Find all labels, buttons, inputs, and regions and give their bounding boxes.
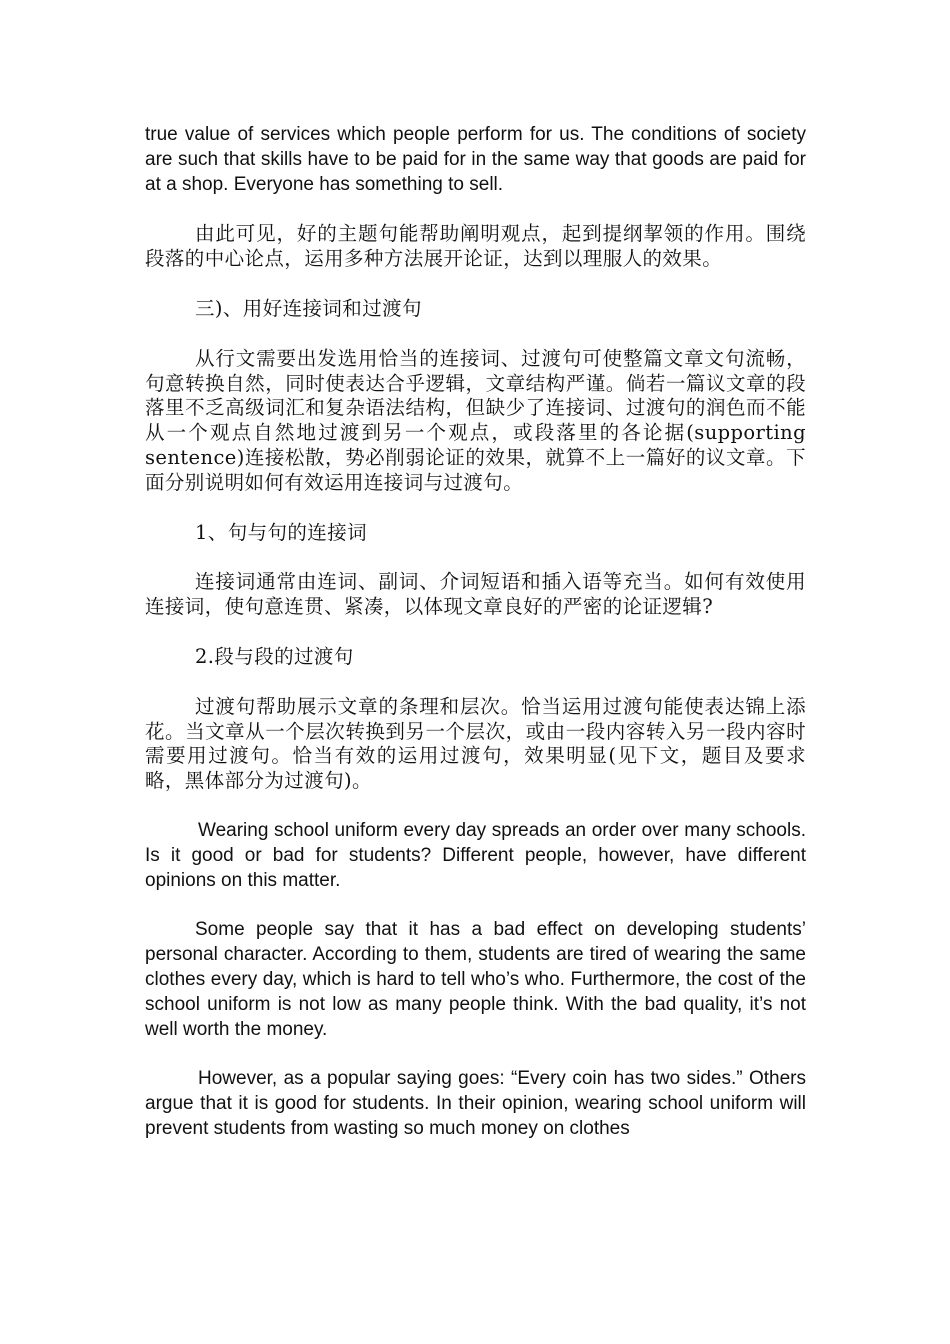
paragraph-connectives-intro: 从行文需要出发选用恰当的连接词、过渡句可使整篇文章文句流畅，句意转换自然，同时使表达合乎逻辑，文章结构严谨。倘若一篇议文章的段落里不乏高级词汇和复杂语法结构，但缺少了连接词、过渡句的润色而不能从一个观点自然地过渡到另一个观点，或段落里的各论据(supporting sentence)连接松散，势必削弱论证的效果，就算不上一篇好的议文章。下面分别说明如何有效运用连接词与过渡句。 [145,346,806,494]
paragraph-uniform-for: However, as a popular saying goes: “Every coin has two sides.” Others argue that it is good for students. In their opinion, wearing school uniform will prevent students from wasting so much money on clothes [145,1068,806,1139]
paragraph-uniform-against: Some people say that it has a bad effect on developing students’ personal character. According to them, students are tired of wearing the same clothes every day, which is hard to tell who’s who. Furthermore, the cost of the school uniform is not low as many people think. With the bad quality, it’s not well worth the money. [145,919,806,1040]
paragraph-connectives-usage: 连接词通常由连词、副词、介词短语和插入语等充当。如何有效使用连接词，使句意连贯、紧凑，以体现文章良好的严密的论证逻辑? [145,570,806,619]
paragraph-transitions-usage: 过渡句帮助展示文章的条理和层次。恰当运用过渡句能使表达锦上添花。当文章从一个层次转换到另一个层次，或由一段内容转入另一段内容时需要用过渡句。恰当有效的运用过渡句，效果明显(见下文，题目及要求略，黑体部分为过渡句)。 [145,694,806,793]
subheading-sentence-connectives: 1、句与句的连接词 [195,520,368,544]
paragraph-conclusion-topic-sentence: 由此可见，好的主题句能帮助阐明观点，起到提纲挈领的作用。围绕段落的中心论点，运用多种方法展开论证，达到以理服人的效果。 [145,222,806,271]
subheading-paragraph-transitions: 2.段与段的过渡句 [195,644,354,668]
document-page [145,123,806,1167]
paragraph-uniform-intro: Wearing school uniform every day spreads an order over many schools. Is it good or bad for students? Different people, however, have different opinions on this matter. [145,819,806,891]
section-heading-connectives: 三)、用好连接词和过渡句 [195,296,422,320]
paragraph-services: true value of services which people perform for us. The conditions of society are such that skills have to be paid for in the same way that goods are paid for at a shop. Everyone has something to sell. [145,124,806,195]
